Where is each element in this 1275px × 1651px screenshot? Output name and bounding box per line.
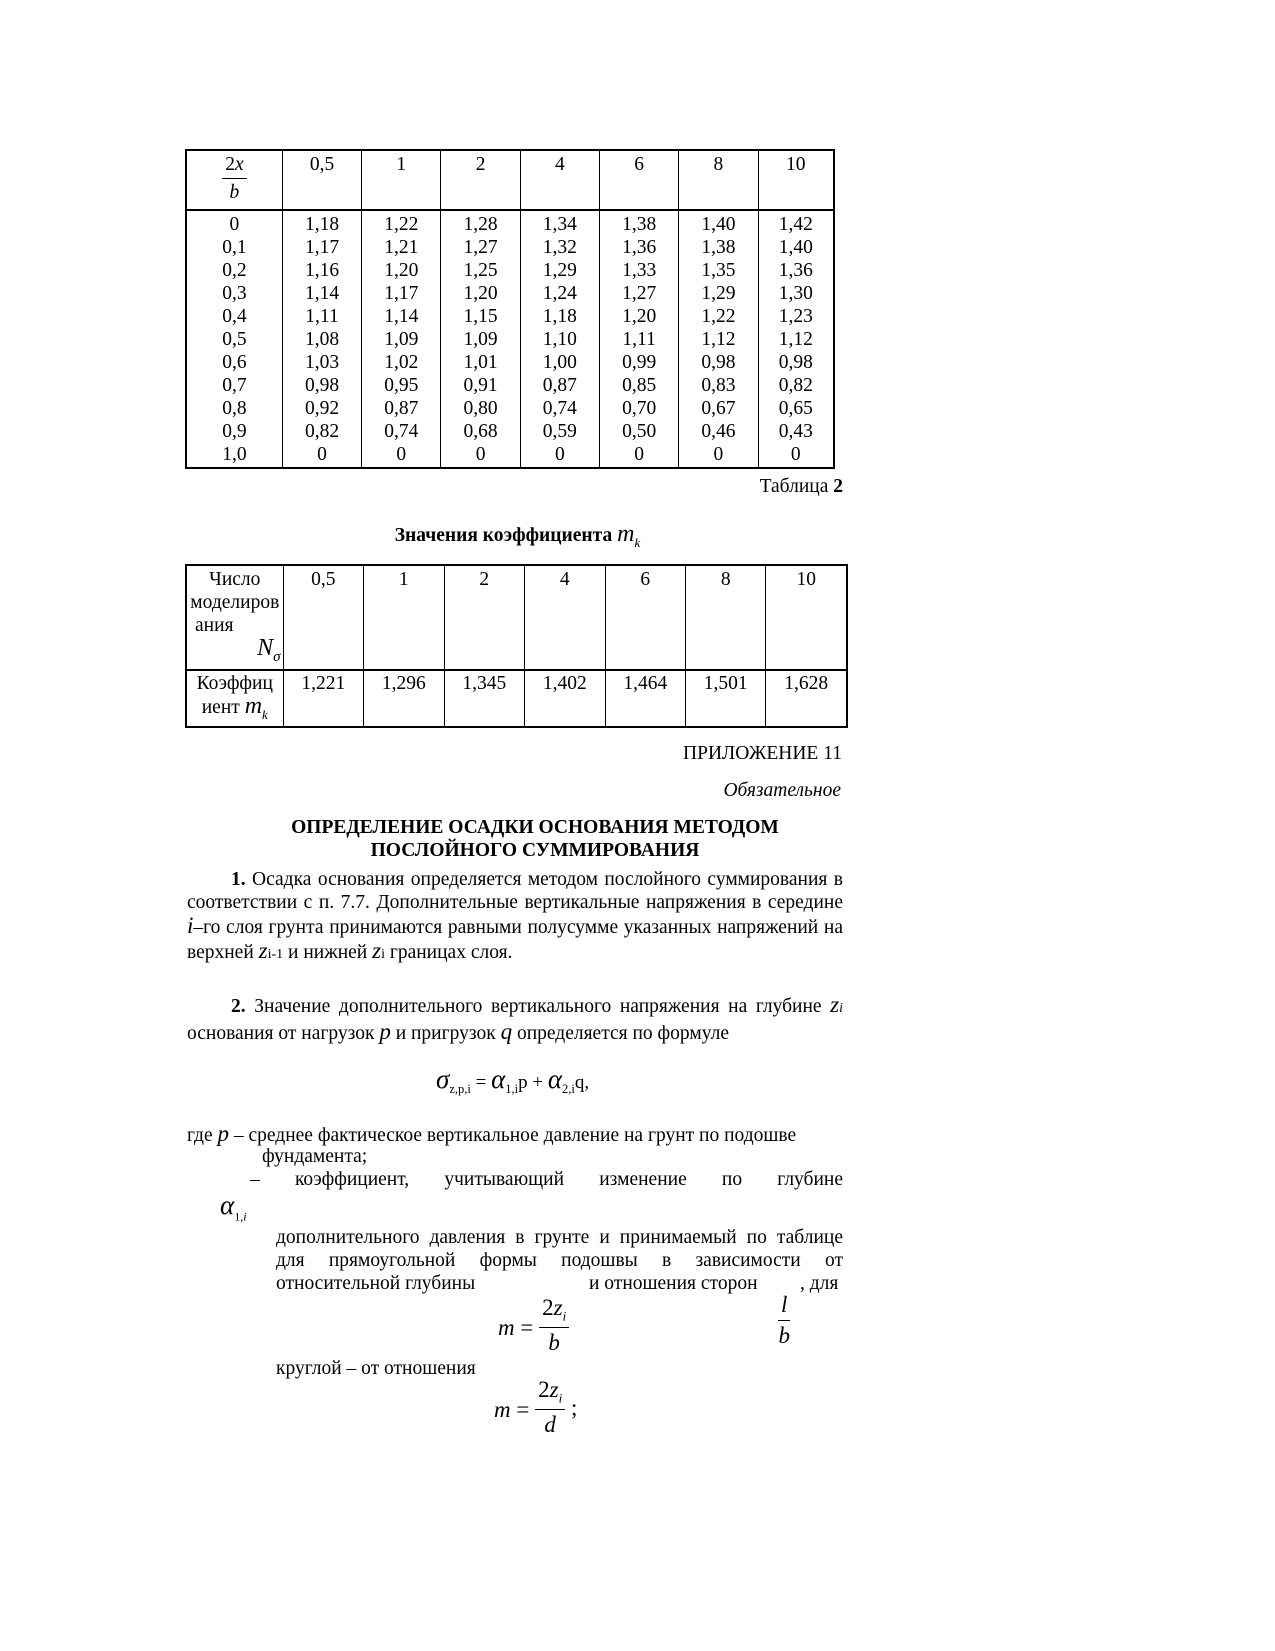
- table-column-cell: [186, 210, 282, 468]
- table-cell: 1,14: [304, 283, 340, 304]
- table-cell: 1,24: [542, 283, 577, 304]
- table-cell: 0,6: [222, 352, 247, 373]
- table-cell: 0,9: [222, 421, 247, 442]
- table-cell: 0,59: [542, 421, 577, 442]
- table-cell: 0,50: [622, 421, 657, 442]
- table-title-text: Значения коэффициента: [394, 525, 618, 546]
- column-header: 6: [599, 150, 678, 210]
- value-cell: 1,221: [283, 670, 363, 727]
- table-cell: 0: [713, 444, 724, 465]
- table-cell: 0,98: [778, 352, 813, 373]
- formula-l-over-b: [778, 1292, 790, 1349]
- table-cell: 0,87: [542, 375, 577, 396]
- table-cell: 0: [229, 214, 240, 235]
- table-cell: 1,18: [542, 306, 577, 327]
- table-cell: 1,40: [701, 214, 736, 235]
- table-cell: 1,23: [778, 306, 813, 327]
- math-symbol: z: [830, 992, 840, 1017]
- math-symbol: q: [500, 1019, 513, 1044]
- row-label-cell: [186, 670, 283, 727]
- table-cell: 0,7: [222, 375, 247, 396]
- table-cell: 0,5: [222, 329, 247, 350]
- equals-sign: =: [470, 1072, 492, 1093]
- title-symbol: m: [617, 521, 635, 547]
- table-cell: 1,34: [542, 214, 577, 235]
- label-line-text: иент: [201, 696, 245, 718]
- table-cell: 0,68: [463, 421, 498, 442]
- alpha-sub-num: 1,: [234, 1209, 244, 1224]
- paragraph-text: и пригрузок: [390, 1023, 501, 1044]
- table-cell: 0,83: [701, 375, 736, 396]
- table-column-cell: [679, 210, 758, 468]
- table-value-row: [186, 670, 847, 727]
- where-word: где: [187, 1125, 218, 1146]
- table-cell: 0,91: [463, 375, 498, 396]
- table-cell: 1,20: [463, 283, 498, 304]
- table-cell: 1,00: [542, 352, 577, 373]
- math-symbol: z: [258, 938, 268, 963]
- table-cell: 0,80: [463, 398, 498, 419]
- alpha-subscript: 2,i: [562, 1081, 575, 1096]
- table-cell: 1,27: [463, 237, 498, 258]
- column-header: 2: [441, 150, 520, 210]
- label-line: моделиров: [190, 592, 280, 613]
- table-cell: 1,38: [701, 237, 736, 258]
- table-header-row: [186, 565, 847, 670]
- header-corner-cell: [186, 150, 282, 210]
- table-cell: 0,95: [384, 375, 419, 396]
- paragraph-2: [187, 993, 843, 1045]
- table-body-row: [186, 210, 834, 468]
- section-title-line: ОПРЕДЕЛЕНИЕ ОСАДКИ ОСНОВАНИЯ МЕТОДОМ: [291, 817, 779, 838]
- table-cell: 0,8: [222, 398, 247, 419]
- table-cell: 1,36: [778, 260, 813, 281]
- definition-round: круглой – от отношения: [276, 1358, 476, 1379]
- definition-p: [187, 1122, 843, 1147]
- table-cell: 0,74: [542, 398, 577, 419]
- value-cell: 1,501: [686, 670, 766, 727]
- paragraph-text: границах слоя.: [384, 942, 513, 963]
- table-cell: 1,29: [701, 283, 736, 304]
- table-cell: 0,46: [701, 421, 736, 442]
- table-cell: 1,33: [622, 260, 657, 281]
- alpha-symbol: α: [547, 1064, 563, 1094]
- column-header: 6: [605, 565, 685, 670]
- table-cell: 1,35: [701, 260, 736, 281]
- label-line: ания: [195, 615, 234, 636]
- table-cell: 0: [475, 444, 486, 465]
- m-symbol: m: [498, 1315, 515, 1340]
- table-cell: 1,11: [622, 329, 656, 350]
- alpha-subscript: 1,i: [505, 1081, 519, 1096]
- table-column-cell: [758, 210, 834, 468]
- semicolon: ;: [570, 1395, 578, 1420]
- table-cell: 0: [790, 444, 801, 465]
- column-header: 1: [364, 565, 444, 670]
- coefficient-table-2: [185, 564, 848, 728]
- paragraph-number: 2.: [231, 996, 246, 1017]
- table-cell: 1,22: [701, 306, 736, 327]
- fraction-denominator: b: [548, 1329, 560, 1355]
- table-cell: 1,27: [622, 283, 657, 304]
- z-subscript: i: [558, 1390, 563, 1406]
- definition-text: – среднее фактическое вертикальное давление на грунт по подошве: [228, 1125, 797, 1146]
- table-cell: 1,01: [463, 352, 498, 373]
- appendix-heading: ПРИЛОЖЕНИЕ 11: [683, 743, 842, 764]
- n-symbol-sub: σ: [273, 648, 281, 665]
- fraction-denominator: d: [544, 1411, 556, 1437]
- table-cell: 1,10: [542, 329, 577, 350]
- definition-alpha-line4b: и отношения сторон: [589, 1273, 758, 1294]
- table-cell: 1,22: [384, 214, 419, 235]
- paragraph-number: 1.: [231, 869, 246, 890]
- table-label-number: 2: [833, 476, 843, 497]
- alpha-symbol-def: [220, 1190, 247, 1224]
- table-cell: 0,92: [304, 398, 340, 419]
- table-cell: 1,42: [778, 214, 813, 235]
- table-cell: 1,09: [384, 329, 419, 350]
- table-cell: 0,4: [222, 306, 247, 327]
- q-symbol: q,: [574, 1072, 590, 1093]
- fraction-denominator: b: [229, 182, 240, 203]
- table-cell: 1,12: [778, 329, 813, 350]
- label-line: Число: [209, 569, 261, 590]
- table-cell: 1,11: [305, 306, 339, 327]
- table-label-prefix: Таблица: [759, 476, 834, 497]
- table-cell: 0,82: [304, 421, 340, 442]
- definition-alpha-line1: – коэффициент, учитывающий изменение по глубине: [250, 1169, 843, 1190]
- table-cell: 1,17: [304, 237, 340, 258]
- table-cell: 0,43: [778, 421, 813, 442]
- section-title: [255, 816, 815, 862]
- table-cell: 1,40: [778, 237, 813, 258]
- table-cell: 0,98: [304, 375, 340, 396]
- table-cell: 1,36: [622, 237, 657, 258]
- column-header: 4: [525, 565, 605, 670]
- table-cell: 0,65: [778, 398, 813, 419]
- table-label: [760, 476, 843, 498]
- table-cell: 1,20: [384, 260, 419, 281]
- table-cell: 0,87: [384, 398, 419, 419]
- math-symbol: i: [187, 913, 194, 938]
- table-cell: 1,02: [384, 352, 419, 373]
- table-cell: 0: [396, 444, 407, 465]
- table-cell: 1,17: [384, 283, 419, 304]
- value-cell: 1,345: [444, 670, 524, 727]
- n-symbol: N: [257, 635, 274, 661]
- table-cell: 0,67: [701, 398, 736, 419]
- table-cell: 1,29: [542, 260, 577, 281]
- table-cell: 0,98: [701, 352, 736, 373]
- fraction-denominator: b: [778, 1323, 790, 1348]
- table-cell: 0,74: [384, 421, 419, 442]
- column-header: 8: [679, 150, 758, 210]
- math-symbol: z: [372, 938, 382, 963]
- table-cell: 0,99: [622, 352, 657, 373]
- table-cell: 0: [554, 444, 565, 465]
- formula-m-round: m = $\frac{2z_i}{d}$ ;: [494, 1377, 578, 1437]
- table-cell: 1,08: [304, 329, 340, 350]
- value-cell: 1,402: [525, 670, 605, 727]
- row-label-cell: [186, 565, 283, 670]
- equals-sign: =: [514, 1315, 534, 1340]
- alpha-sub-i: i: [243, 1209, 247, 1224]
- column-header: 2: [444, 565, 524, 670]
- table-cell: 1,30: [778, 283, 813, 304]
- formula-m-rect: m = $\frac{2z_i}{b}$: [498, 1295, 569, 1356]
- alpha-glyph: α: [220, 1190, 235, 1220]
- column-header: 1: [362, 150, 441, 210]
- table-cell: 1,12: [701, 329, 736, 350]
- label-line: Коэффиц: [196, 672, 273, 694]
- p-symbol: p: [518, 1072, 528, 1093]
- table-cell: 1,20: [622, 306, 657, 327]
- table-column-cell: [362, 210, 441, 468]
- table-cell: 0: [634, 444, 644, 465]
- mk-symbol: m: [244, 692, 263, 719]
- table-column-cell: [520, 210, 599, 468]
- table-cell: 1,21: [384, 237, 419, 258]
- value-cell: 1,464: [605, 670, 685, 727]
- table-cell: 1,15: [463, 306, 498, 327]
- table-2-title: [185, 521, 850, 551]
- equals-sign: =: [510, 1397, 530, 1422]
- table-cell: 1,03: [304, 352, 340, 373]
- mk-symbol-sub: k: [262, 706, 268, 722]
- value-cell: 1,628: [766, 670, 847, 727]
- paragraph-text: определяется по формуле: [512, 1023, 729, 1044]
- math-symbol: p: [217, 1121, 229, 1146]
- column-header: 4: [520, 150, 599, 210]
- table-column-cell: [599, 210, 678, 468]
- value-cell: 1,296: [364, 670, 444, 727]
- column-header: 8: [686, 565, 766, 670]
- sigma-subscript: z,p,i: [449, 1081, 471, 1096]
- table-header-row: [186, 150, 834, 210]
- sigma-symbol: σ: [436, 1064, 450, 1094]
- table-cell: 1,25: [463, 260, 498, 281]
- table-cell: 0,3: [222, 283, 247, 304]
- table-cell: 1,09: [463, 329, 498, 350]
- table-cell: 0: [317, 444, 327, 465]
- stress-formula: [436, 1064, 589, 1097]
- plus-sign: +: [527, 1072, 548, 1093]
- obligatory-note: Обязательное: [723, 780, 841, 801]
- paragraph-1: [187, 868, 843, 966]
- definition-p-cont: фундамента;: [262, 1146, 368, 1167]
- paragraph-text: –го слоя грунта принимаются равными полусумме указанных напряжений на верхней: [187, 917, 843, 963]
- math-subscript: i: [381, 947, 385, 962]
- column-header: 10: [766, 565, 847, 670]
- table-cell: 0,1: [222, 237, 247, 258]
- table-cell: 0,2: [222, 260, 247, 281]
- math-subscript: i: [839, 1001, 843, 1016]
- table-cell: 1,16: [304, 260, 340, 281]
- paragraph-text: основания от нагрузок: [187, 1023, 380, 1044]
- math-subscript: i-1: [267, 947, 284, 962]
- section-title-line: ПОСЛОЙНОГО СУММИРОВАНИЯ: [370, 840, 700, 861]
- paragraph-text: и нижней: [283, 942, 373, 963]
- table-cell: 1,14: [384, 306, 419, 327]
- header-fraction: $\frac{2x}{b}$: [222, 153, 246, 204]
- math-symbol: p: [379, 1019, 391, 1044]
- definition-alpha-line4a: относительной глубины: [276, 1273, 476, 1294]
- table-cell: 1,38: [622, 214, 657, 235]
- coefficient-table-1: [185, 149, 835, 469]
- table-column-cell: [282, 210, 361, 468]
- definition-alpha-line4c: , для: [800, 1273, 839, 1294]
- table-cell: 1,18: [304, 214, 340, 235]
- table-cell: 0,85: [622, 375, 657, 396]
- alpha-symbol: α: [491, 1064, 506, 1094]
- table-cell: 1,28: [463, 214, 498, 235]
- column-header: 0,5: [282, 150, 361, 210]
- title-symbol-sub: k: [634, 534, 641, 550]
- fraction-numerator: l: [781, 1292, 788, 1317]
- table-column-cell: [441, 210, 520, 468]
- column-header: 10: [758, 150, 834, 210]
- table-cell: 1,0: [222, 444, 247, 465]
- definition-alpha-line3: для прямоугольной формы подошвы в зависимости от: [276, 1250, 843, 1271]
- z-subscript: i: [562, 1308, 567, 1324]
- table-cell: 0,82: [778, 375, 813, 396]
- column-header: 0,5: [283, 565, 363, 670]
- m-symbol: m: [494, 1397, 511, 1422]
- table-cell: 1,32: [542, 237, 577, 258]
- table-cell: 0,70: [622, 398, 657, 419]
- definition-alpha-line2: дополнительного давления в грунте и принимаемый по таблице: [276, 1227, 843, 1248]
- label-line: [187, 692, 283, 726]
- paragraph-text: Значение дополнительного вертикального напряжения на глубине: [245, 996, 831, 1017]
- paragraph-text: Осадка основания определяется методом послойного суммирования в соответствии с п. 7.7. Дополнительные вертикальные напряжения в середине: [187, 869, 843, 913]
